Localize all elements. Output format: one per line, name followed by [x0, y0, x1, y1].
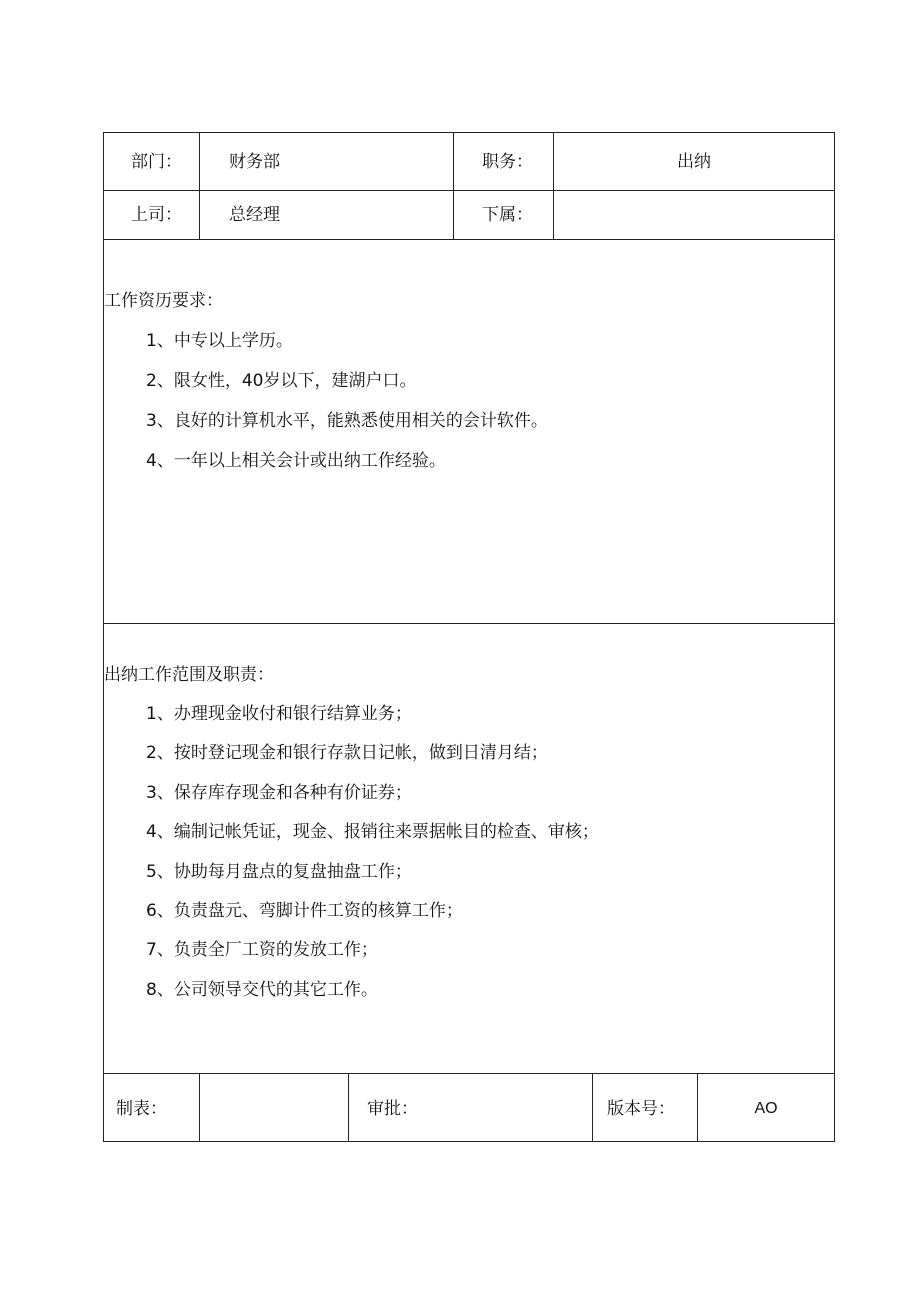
qualification-item: 2、限女性，40岁以下，建湖户口。 [146, 371, 417, 391]
position-label: 职务： [482, 152, 533, 172]
department-label: 部门： [131, 152, 182, 172]
duty-item: 8、公司领导交代的其它工作。 [146, 980, 378, 1000]
header-col-divider-2 [453, 133, 454, 239]
version-label: 版本号： [607, 1099, 675, 1119]
duty-item: 5、协助每月盘点的复盘抽盘工作； [146, 862, 412, 882]
duty-item: 3、保存库存现金和各种有价证券； [146, 783, 412, 803]
qualification-item: 4、一年以上相关会计或出纳工作经验。 [146, 451, 446, 471]
job-description-form [103, 132, 835, 1142]
header-col-divider-3 [553, 133, 554, 239]
qualification-item: 3、良好的计算机水平，能熟悉使用相关的会计软件。 [146, 411, 548, 431]
duty-item: 4、编制记帐凭证，现金、报销往来票据帐目的检查、审核； [146, 822, 599, 842]
row-divider-4 [104, 1073, 834, 1074]
duties-title: 出纳工作范围及职责： [104, 665, 274, 685]
footer-col-divider-1 [199, 1073, 200, 1141]
approved-by-label: 审批： [367, 1099, 418, 1119]
footer-col-divider-3 [592, 1073, 593, 1141]
duty-item: 6、负责盘元、弯脚计件工资的核算工作； [146, 901, 463, 921]
department-value: 财务部 [229, 152, 280, 172]
supervisor-label: 上司： [131, 205, 182, 225]
subordinate-label: 下属： [482, 205, 533, 225]
duty-item: 1、办理现金收付和银行结算业务； [146, 704, 412, 724]
qualification-item: 1、中专以上学历。 [146, 331, 293, 351]
supervisor-value: 总经理 [229, 205, 280, 225]
row-divider-2 [104, 239, 834, 240]
duty-item: 2、按时登记现金和银行存款日记帐，做到日清月结； [146, 743, 548, 763]
footer-col-divider-4 [697, 1073, 698, 1141]
header-col-divider-1 [199, 133, 200, 239]
position-value: 出纳 [677, 152, 711, 172]
duty-item: 7、负责全厂工资的发放工作； [146, 940, 378, 960]
version-value: AO [754, 1100, 778, 1117]
row-divider-1 [104, 190, 834, 191]
footer-col-divider-2 [348, 1073, 349, 1141]
qualifications-title: 工作资历要求： [104, 291, 223, 311]
prepared-by-label: 制表： [116, 1099, 167, 1119]
row-divider-3 [104, 623, 834, 624]
